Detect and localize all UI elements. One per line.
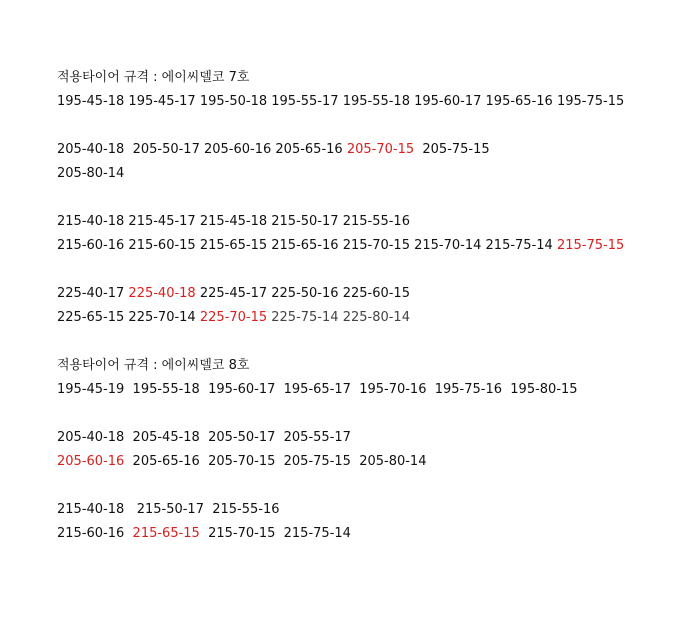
tire-size: 215-70-15 bbox=[208, 526, 276, 541]
size-separator bbox=[351, 454, 359, 469]
size-separator bbox=[275, 430, 283, 445]
tire-size: 215-45-17 bbox=[128, 214, 196, 229]
group-spacer bbox=[57, 186, 677, 210]
group-spacer bbox=[57, 546, 677, 570]
tire-size: 225-70-14 bbox=[128, 310, 196, 325]
tire-size-row bbox=[57, 522, 677, 546]
tire-size: 205-65-16 bbox=[132, 454, 200, 469]
tire-size: 195-55-18 bbox=[342, 94, 410, 109]
tire-size-highlighted: 225-70-15 bbox=[199, 310, 268, 325]
tire-size: 205-55-17 bbox=[283, 430, 351, 445]
size-separator bbox=[124, 526, 132, 541]
tire-size-row bbox=[57, 162, 677, 186]
tire-size: 215-75-14 bbox=[283, 526, 351, 541]
tire-size: 215-65-16 bbox=[271, 238, 339, 253]
tire-size: 195-75-16 bbox=[434, 382, 503, 397]
size-separator bbox=[351, 382, 359, 397]
tire-size: 225-60-15 bbox=[342, 286, 410, 301]
tire-size: 195-60-17 bbox=[414, 94, 482, 109]
tire-size-row bbox=[57, 450, 677, 474]
tire-size: 205-65-16 bbox=[275, 142, 343, 157]
tire-size: 225-45-17 bbox=[199, 286, 268, 301]
tire-size: 205-40-18 bbox=[57, 142, 129, 157]
tire-size: 195-65-16 bbox=[485, 94, 553, 109]
size-separator bbox=[204, 502, 212, 517]
tire-size: 195-60-17 bbox=[208, 382, 276, 397]
tire-size-row bbox=[57, 498, 677, 522]
tire-size: 225-65-15 bbox=[57, 310, 125, 325]
tire-size: 195-75-15 bbox=[556, 94, 625, 109]
tire-size: 215-60-15 bbox=[128, 238, 196, 253]
tire-size-highlighted: 215-65-15 bbox=[132, 526, 200, 541]
size-separator bbox=[128, 502, 136, 517]
size-separator bbox=[200, 382, 208, 397]
tire-size: 205-50-17 bbox=[132, 142, 200, 157]
tire-size: 205-75-15 bbox=[283, 454, 351, 469]
group-spacer bbox=[57, 402, 677, 426]
tire-size: 215-60-16 bbox=[57, 238, 125, 253]
tire-size: 215-70-15 bbox=[342, 238, 410, 253]
tire-size-row bbox=[57, 90, 677, 114]
tire-size: 195-45-17 bbox=[128, 94, 196, 109]
tire-size: 215-75-14 bbox=[485, 238, 553, 253]
tire-size: 225-75-14 bbox=[271, 310, 339, 325]
tire-size: 215-65-15 bbox=[199, 238, 268, 253]
tire-size: 225-50-16 bbox=[271, 286, 339, 301]
tire-size: 195-55-18 bbox=[132, 382, 200, 397]
tire-size-document bbox=[57, 66, 677, 570]
tire-size-row bbox=[57, 306, 677, 330]
size-separator bbox=[124, 430, 132, 445]
group-spacer bbox=[57, 114, 677, 138]
tire-size: 205-75-15 bbox=[418, 142, 490, 157]
group-spacer bbox=[57, 330, 677, 354]
tire-size: 195-55-17 bbox=[271, 94, 339, 109]
tire-size: 225-80-14 bbox=[342, 310, 410, 325]
tire-size-row bbox=[57, 234, 677, 258]
tire-size: 215-45-18 bbox=[199, 214, 268, 229]
size-separator bbox=[124, 382, 132, 397]
tire-size: 195-45-19 bbox=[57, 382, 125, 397]
tire-size: 215-60-16 bbox=[57, 526, 125, 541]
tire-size-highlighted: 215-75-15 bbox=[556, 238, 625, 253]
tire-size-highlighted: 225-40-18 bbox=[128, 286, 196, 301]
section-heading: 적용타이어 규격 : 에이씨델코 8호 bbox=[57, 358, 250, 373]
tire-size: 195-45-18 bbox=[57, 94, 125, 109]
size-separator bbox=[124, 454, 132, 469]
tire-size-row bbox=[57, 378, 677, 402]
section-heading: 적용타이어 규격 : 에이씨델코 7호 bbox=[57, 70, 250, 85]
tire-size: 215-40-18 bbox=[57, 502, 129, 517]
size-separator bbox=[275, 454, 283, 469]
tire-size: 215-50-17 bbox=[271, 214, 339, 229]
tire-size: 205-40-18 bbox=[57, 430, 125, 445]
tire-size: 215-40-18 bbox=[57, 214, 125, 229]
tire-size-row bbox=[57, 138, 677, 162]
tire-size: 215-50-17 bbox=[136, 502, 204, 517]
tire-size: 205-45-18 bbox=[132, 430, 200, 445]
size-separator bbox=[200, 454, 208, 469]
size-separator bbox=[275, 382, 283, 397]
tire-size: 195-50-18 bbox=[199, 94, 268, 109]
tire-size-row bbox=[57, 210, 677, 234]
tire-size-highlighted: 205-70-15 bbox=[346, 142, 415, 157]
tire-size: 195-80-15 bbox=[510, 382, 578, 397]
tire-size: 205-50-17 bbox=[208, 430, 276, 445]
tire-size: 205-60-16 bbox=[203, 142, 272, 157]
group-spacer bbox=[57, 474, 677, 498]
tire-size: 205-70-15 bbox=[208, 454, 276, 469]
tire-size: 205-80-14 bbox=[359, 454, 427, 469]
tire-size: 215-55-16 bbox=[342, 214, 410, 229]
tire-size: 215-70-14 bbox=[414, 238, 482, 253]
tire-size: 215-55-16 bbox=[212, 502, 280, 517]
tire-size: 195-70-16 bbox=[359, 382, 427, 397]
size-separator bbox=[426, 382, 434, 397]
size-separator bbox=[275, 526, 283, 541]
tire-size: 195-65-17 bbox=[283, 382, 351, 397]
group-spacer bbox=[57, 258, 677, 282]
size-separator bbox=[200, 430, 208, 445]
size-separator bbox=[200, 526, 208, 541]
tire-size-highlighted: 205-60-16 bbox=[57, 454, 125, 469]
tire-size-row bbox=[57, 426, 677, 450]
tire-size-row bbox=[57, 282, 677, 306]
tire-size: 225-40-17 bbox=[57, 286, 125, 301]
tire-size: 205-80-14 bbox=[57, 166, 125, 181]
